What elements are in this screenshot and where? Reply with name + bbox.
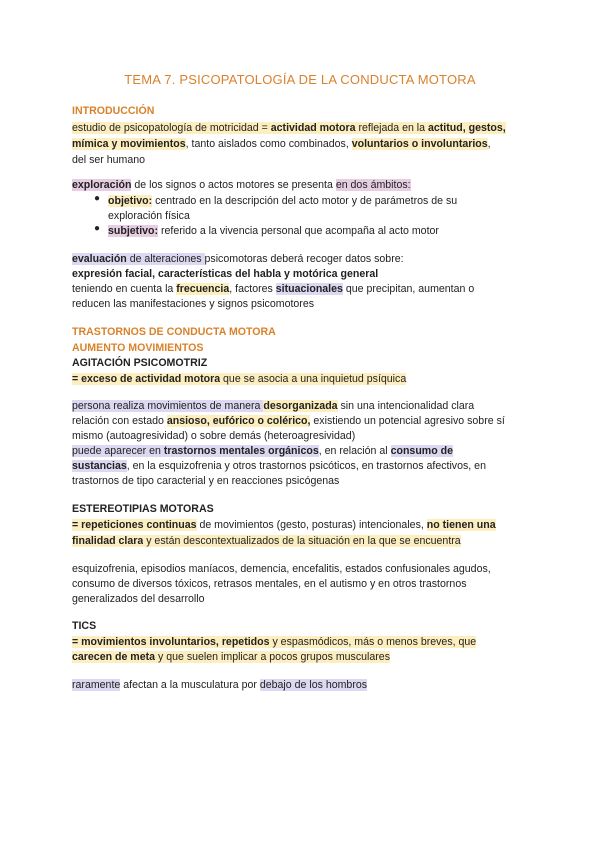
bullet-icon: ●	[94, 223, 101, 234]
agitacion-line-4: mismo (autoagresividad) o sobre demás (heteroagresividad)	[72, 430, 356, 442]
bullet-icon: ●	[94, 193, 101, 204]
bullet-objetivo: objetivo: centrado en la descripción del acto motor y de parámetros de su	[108, 195, 458, 207]
bullet-objetivo-cont: exploración física	[108, 210, 190, 222]
agitacion-line-7: trastornos de tipo caracterial y en reacciones psicógenas	[72, 475, 340, 487]
agitacion-heading: AGITACIÓN PSICOMOTRIZ	[72, 357, 208, 369]
tics-line-2: carecen de meta y que suelen implicar a pocos grupos musculares	[72, 651, 390, 663]
estereotipias-line-4: consumo de diversos tóxicos, retrasos mentales, en el autismo y en otros trastornos	[72, 578, 467, 590]
evaluacion-line-1: evaluación de alteraciones psicomotoras deberá recoger datos sobre:	[72, 253, 404, 265]
estereotipias-heading: ESTEREOTIPIAS MOTORAS	[72, 503, 214, 515]
tics-line-1: = movimientos involuntarios, repetidos y espasmódicos, más o menos breves, que	[72, 636, 477, 648]
evaluacion-line-2: expresión facial, características del habla y motórica general	[72, 268, 379, 280]
estereotipias-line-2: finalidad clara y están descontextualizados de la situación en la que se encuentra	[72, 535, 461, 547]
intro-heading: INTRODUCCIÓN	[72, 105, 155, 117]
estereotipias-line-3: esquizofrenia, episodios maníacos, demencia, encefalitis, estados confusionales agudos,	[72, 563, 491, 575]
trastornos-heading: TRASTORNOS DE CONDUCTA MOTORA	[72, 326, 276, 338]
intro-line-2: mímica y movimientos, tanto aislados como combinados, voluntarios o involuntarios,	[72, 138, 491, 150]
agitacion-line-1: = exceso de actividad motora que se asocia a una inquietud psíquica	[72, 373, 407, 385]
intro-line-3: del ser humano	[72, 154, 146, 166]
agitacion-line-5: puede aparecer en trastornos mentales orgánicos, en relación al consumo de	[72, 445, 453, 457]
tics-heading: TICS	[72, 620, 97, 632]
evaluacion-line-4: reducen las manifestaciones y signos psicomotores	[72, 298, 315, 310]
agitacion-line-2: persona realiza movimientos de manera desorganizada sin una intencionalidad clara	[72, 400, 475, 412]
tics-line-3: raramente afectan a la musculatura por debajo de los hombros	[72, 679, 368, 691]
evaluacion-line-3: teniendo en cuenta la frecuencia, factores situacionales que precipitan, aumentan o	[72, 283, 475, 295]
exploracion-line: exploración de los signos o actos motores se presenta en dos ámbitos:	[72, 179, 411, 191]
bullet-subjetivo: subjetivo: referido a la vivencia personal que acompaña al acto motor	[108, 225, 439, 237]
aumento-subheading: AUMENTO MOVIMIENTOS	[72, 342, 204, 354]
estereotipias-line-5: generalizados del desarrollo	[72, 593, 205, 605]
agitacion-line-6: sustancias, en la esquizofrenia y otros trastornos psicóticos, en trastornos afectivos, en	[72, 460, 486, 472]
page-title: TEMA 7. PSICOPATOLOGÍA DE LA CONDUCTA MOTORA	[124, 72, 476, 87]
estereotipias-line-1: = repeticiones continuas de movimientos (gesto, posturas) intencionales, no tienen una	[72, 519, 496, 531]
intro-line-1: estudio de psicopatología de motricidad = actividad motora reflejada en la actitud, gestos,	[72, 122, 506, 134]
agitacion-line-3: relación con estado ansioso, eufórico o colérico, existiendo un potencial agresivo sobre sí	[72, 415, 505, 427]
